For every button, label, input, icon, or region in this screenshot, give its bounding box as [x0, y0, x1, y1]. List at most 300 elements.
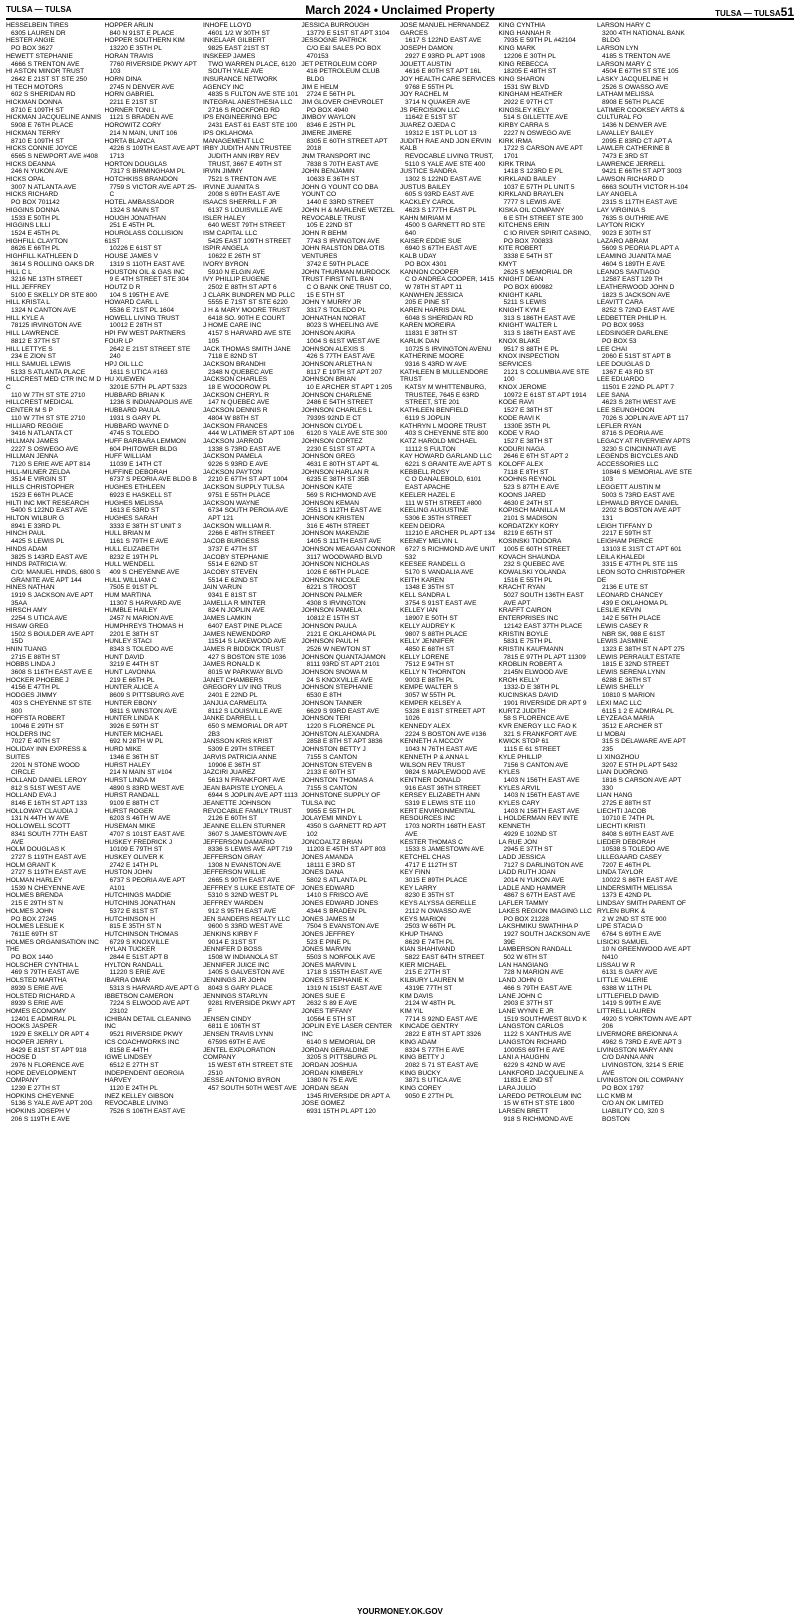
owner-name: HICKMAN DONNA	[6, 99, 63, 107]
owner-address: 8117 E 19TH ST APT 207	[306, 368, 383, 376]
listing-entry	[302, 946, 398, 961]
owner-name: HUNTER LINDA K	[104, 715, 160, 723]
owner-address: 6512 E 27TH ST	[109, 1061, 159, 1069]
owner-name: JACKSON DENNIS R	[203, 407, 268, 415]
owner-address: 5400 S 122ND EAST AVE	[11, 507, 88, 515]
owner-address: 7504 S EVANSTON AVE	[306, 923, 380, 931]
listing-entry	[400, 269, 496, 292]
listing-entry	[597, 438, 693, 453]
owner-address: 215 E 29TH ST N	[11, 900, 63, 908]
owner-name: HOLMES JOHN	[6, 907, 54, 915]
listing-entry	[302, 330, 398, 345]
owner-name: JOHNSON STEPHANIE	[301, 684, 373, 692]
owner-name: HOLDERS INC	[6, 730, 52, 738]
owner-name: HULL ELIZABETH	[104, 545, 159, 553]
owner-address: 1533 S JAMESTOWN AVE	[405, 846, 484, 854]
owner-name: LARA JULIO	[498, 1085, 536, 1093]
listing-entry	[203, 569, 299, 584]
owner-address: 3714 N QUAKER AVE	[405, 99, 471, 107]
owner-name: KELLEY IAN	[400, 607, 438, 615]
owner-address: 1236 S INDIANAPOLIS AVE	[109, 399, 193, 407]
listing-entry	[499, 569, 595, 584]
owner-address: 1815 E 32ND STREET	[602, 661, 670, 669]
owner-address: 2646 E 6TH ST APT 2	[503, 453, 569, 461]
owner-name: KODE RAVI	[498, 399, 534, 407]
listing-entry	[203, 168, 299, 183]
owner-address: 10005S 69TH E AVE	[503, 1046, 565, 1054]
owner-name: JOHNSON TANNER	[301, 699, 363, 707]
listing-entry	[6, 939, 102, 962]
owner-address: 605 S 93RD EAST AVE	[405, 191, 475, 199]
listing-entry	[499, 977, 595, 992]
listing-entry	[105, 76, 201, 91]
owner-address: 1418 S 123RD E PL	[503, 168, 563, 176]
owner-name: LEAVITT CARA	[597, 299, 644, 307]
listing-entry	[6, 1054, 102, 1069]
owner-address: 916 EAST 36TH STREET	[405, 784, 481, 792]
owner-name: JNM TRANSPORT INC	[301, 152, 371, 160]
owner-address: 7118 E 82ND ST	[208, 353, 258, 361]
listing-entry	[302, 299, 398, 314]
listing-entry	[400, 916, 496, 931]
owner-name: LEWIS JASMINE	[597, 638, 648, 646]
listing-entry	[203, 677, 299, 685]
owner-name: HILLCREST MEDICAL CENTER M S P	[6, 399, 74, 415]
owner-name: LEWIS PERRAULT ESTATE	[597, 653, 681, 661]
owner-address: 3200 4TH NATIONAL BANK BLDG	[602, 29, 685, 45]
owner-address: 5328 E 81ST STREET APT 1026	[405, 707, 486, 723]
listing-entry	[6, 977, 102, 992]
owner-name: JACKSON WILLIAM R.	[203, 522, 272, 530]
owner-name: HUNT DAVID	[104, 653, 145, 661]
owner-address: 234 E ZION ST	[11, 353, 57, 361]
listing-entry	[302, 37, 398, 60]
owner-name: JOHNATHAN NORAT	[301, 314, 366, 322]
listing-entry	[302, 153, 398, 168]
owner-name: LEGENDS BICYCLES AND ACCESSORIES LLC	[597, 453, 679, 469]
listing-entry	[6, 161, 102, 176]
owner-address: 11514 S LAKEWOOD AVE	[208, 638, 287, 646]
owner-name: HUBBARD PAULA	[104, 407, 160, 415]
listing-entry	[499, 122, 595, 137]
owner-address: 1523 E 66TH PLACE	[11, 491, 74, 499]
owner-address: 1121 S BRADEN AVE	[109, 114, 174, 122]
owner-address: 11203 E 45TH ST APT 803	[306, 846, 386, 854]
owner-name: ISAACS SHERRILL F JR	[203, 199, 277, 207]
listing-entry	[400, 107, 496, 122]
owner-address: 2642 E 21ST STREET STE 240	[109, 345, 191, 361]
owner-name: LAY ANGELA	[597, 191, 638, 199]
owner-address: 6235 E 38TH ST 35B	[306, 476, 370, 484]
listing-entry	[105, 453, 201, 468]
listing-entry	[105, 993, 201, 1016]
owner-address: 105 E 22ND ST	[306, 222, 353, 230]
owner-name: KOPISCH MANILLA M	[498, 507, 566, 515]
listing-entry	[597, 253, 693, 268]
owner-address: 4185 S TRENTON AVE	[602, 52, 671, 60]
owner-name: HOLMES BRENDA	[6, 892, 64, 900]
owner-name: HOUGH JONATHAN	[104, 214, 166, 222]
owner-name: JOHNSON BRIAN	[301, 376, 356, 384]
listing-entry	[105, 931, 201, 946]
listing-entry	[302, 269, 398, 300]
owner-name: L HOLDERMAN REV INTE KENNETH	[498, 815, 579, 831]
owner-address: 7027 E 40TH ST	[11, 738, 61, 746]
owner-name: LIVERMORE BREIONNA A	[597, 1031, 678, 1039]
owner-address: 7760 RIVERSIDE PKWY APT 103	[109, 60, 197, 76]
owner-address: PO BOX 701142	[11, 199, 60, 207]
listing-entry	[400, 977, 496, 992]
owner-address: 9521 RIVERSIDE PKWY	[109, 1031, 183, 1039]
owner-name: HUSKEY FREDRICK J	[104, 838, 173, 846]
owner-address: 4804 W 88TH ST	[208, 414, 259, 422]
owner-address: PO BOX 21228	[503, 915, 549, 923]
owner-name: KERSEY ELIZABETH ANN	[400, 792, 480, 800]
owner-name: LINDA TAYLOR	[597, 869, 644, 877]
listing-entry	[597, 638, 693, 653]
owner-name: LEANOS SANTIAGO	[597, 268, 660, 276]
owner-address: 5372 E 81ST ST	[109, 907, 159, 915]
owner-address: 1419 S 99TH E AVE	[602, 1000, 662, 1008]
listing-entry	[400, 638, 496, 653]
owner-name: ICHIBAN DETAIL CLEANING INC	[104, 1015, 191, 1031]
owner-address: KATSY M WHITTENBURG, TRUSTEE, 7645 E 63RD STREET, STE 201	[405, 384, 487, 407]
owner-address: C O DANALEBOLD, 6101 EAST APACHE	[405, 476, 482, 492]
owner-name: JOHNSON KRISTEN	[301, 515, 365, 522]
listing-entry	[499, 353, 595, 384]
owner-name: LANGSTON RICHARD	[498, 1038, 567, 1046]
owner-name: JOHNSON ARLETHA N	[301, 360, 372, 368]
owner-address: 1403 N 156TH EAST AVE	[503, 807, 580, 815]
owner-address: 2502 E 88TH ST APT 6	[208, 283, 277, 291]
owner-name: LEE DOUGLAS D	[597, 360, 651, 368]
owner-address: 1367 E 43 RD ST	[602, 368, 654, 376]
owner-name: LEE EDUARDO	[597, 376, 645, 384]
owner-name: LATIMER COOKSEY ARTS & CULTURAL FO	[597, 106, 685, 122]
owner-name: INEZ KELLEY GIBSON REVOCABLE LIVING	[104, 1092, 174, 1108]
listing-entry	[302, 869, 398, 884]
owner-name: HORTON DOUGLAS	[104, 160, 167, 168]
listing-entry	[499, 1085, 595, 1093]
owner-name: LAKES REGION IMAGING LLC	[498, 907, 592, 915]
owner-address: 9226 S 93RD E AVE	[208, 461, 268, 469]
listing-entry	[597, 700, 693, 715]
owner-name: JOHN BENJAMIN	[301, 168, 355, 176]
listing-entry	[6, 22, 102, 37]
owner-name: JONES EDWARD JONES	[301, 900, 379, 908]
owner-address: 5555 E 71ST ST STE 6220	[208, 299, 288, 307]
owner-address: 1319 S 110TH EAST AVE	[109, 260, 185, 268]
owner-name: HUTCHINGS MADDIE	[104, 892, 172, 900]
owner-address: 1823 S JACKSON AVE	[602, 291, 671, 299]
owner-name: LAZARO ABRAM	[597, 237, 649, 245]
owner-name: LITTLE VALERIE	[597, 977, 648, 985]
listing-column	[6, 22, 105, 1602]
owner-address: 2526 S OWASSO AVE	[602, 83, 669, 91]
owner-address: 10725 S IRVINGTON AVENU	[405, 345, 492, 353]
listing-entry	[105, 839, 201, 854]
owner-address: 2457 N MARION AVE	[109, 615, 174, 623]
listing-entry	[597, 161, 693, 176]
listing-entry	[203, 823, 299, 838]
owner-address: 2227 S OSWEGO AVE	[11, 445, 79, 453]
listing-entry	[499, 261, 595, 276]
listing-entry	[6, 808, 102, 823]
listing-entry	[499, 176, 595, 191]
owner-name: KING CYNTHIA	[498, 22, 546, 29]
owner-address: 4890 S 83RD WEST AVE	[109, 784, 185, 792]
owner-address: 110 W 7TH ST STE 2710	[11, 414, 86, 422]
owner-address: 3219 E 44TH ST	[109, 661, 159, 669]
listing-entry	[499, 338, 595, 353]
owner-address: 1405 S 111TH EAST AVE	[306, 538, 382, 546]
owner-name: KEBBELL ROSY	[400, 468, 450, 476]
owner-name: JONES SUE E	[301, 992, 346, 1000]
listing-entry	[6, 438, 102, 453]
owner-address: 5133 S ATLANTA PLACE	[11, 368, 86, 376]
listing-entry	[597, 854, 693, 869]
owner-name: HI ASTON MINOR TRUST	[6, 68, 85, 76]
owner-name: HISAW GREG	[6, 622, 49, 630]
listing-entry	[6, 1008, 102, 1023]
owner-address: 1611 S UTICA #163	[109, 368, 168, 376]
owner-name: J CLARK BUNDREN MD PLLC	[203, 291, 295, 299]
listing-entry	[400, 22, 496, 45]
listing-entry	[597, 500, 693, 523]
owner-name: KATHLEEN B MULLENDORE TRUST	[400, 368, 489, 384]
listing-entry	[302, 715, 398, 730]
owner-name: KRACHT RYAN	[498, 584, 546, 592]
owner-name: KELL SANDRA L	[400, 592, 451, 600]
listing-entry	[302, 114, 398, 129]
listing-entry	[105, 700, 201, 715]
owner-address: 409 S CHEYENNE AVE	[109, 568, 180, 576]
owner-address: 2121 S COLUMBIA AVE STE 100	[503, 368, 590, 384]
owner-address: 2716 S ROCKFORD RD	[208, 106, 280, 114]
owner-name: INTEGRAL ANESTHESIA LLC	[203, 99, 293, 107]
owner-name: KETCHEL CHAS	[400, 853, 451, 861]
listing-entry	[302, 99, 398, 114]
owner-address: 2348 N QUEBEC AVE	[208, 368, 274, 376]
listing-entry	[400, 777, 496, 792]
owner-name: LATHAM MELISSA	[597, 91, 654, 99]
listing-entry	[499, 399, 595, 414]
owner-address: 4504 E 67TH ST STE 105	[602, 68, 679, 76]
owner-name: KITCHENS ERIN	[498, 222, 550, 230]
listing-entry	[203, 600, 299, 615]
listing-entry	[302, 885, 398, 900]
owner-address: 8015 W PARKWAY BLVD	[208, 669, 283, 677]
owner-name: JENNINGS JR JOHN	[203, 977, 267, 985]
listing-entry	[203, 307, 299, 322]
listing-entry	[499, 908, 595, 923]
listing-entry	[105, 299, 201, 314]
owner-name: LIAN DUORONG	[597, 769, 648, 777]
owner-address: 2210 E 67TH ST APT 1004	[208, 476, 288, 484]
owner-name: HU XUEWEN	[104, 376, 145, 384]
owner-address: 918 S RICHMOND AVE	[503, 1115, 573, 1123]
owner-address: 10812 E 15TH ST	[306, 615, 360, 623]
owner-address: 1338 S 73RD EAST AVE	[208, 445, 281, 453]
listing-entry	[6, 423, 102, 438]
owner-address: 8252 S 72ND EAST AVE	[602, 307, 675, 315]
owner-name: KIAN SHAHIVAND	[400, 946, 456, 954]
listing-entry	[499, 738, 595, 753]
owner-name: KEMPE WALTER S	[400, 684, 458, 692]
owner-name: KIRKLAND BRAYLEN	[498, 191, 564, 199]
listing-entry	[203, 1031, 299, 1046]
owner-address: 9316 S 43RD W AVE	[405, 360, 467, 368]
owner-address: 5514 E 62ND ST	[208, 561, 258, 569]
listing-entry	[6, 484, 102, 499]
listing-entry	[400, 76, 496, 91]
owner-address: 8112 S LOUISVILLE AVE	[208, 707, 283, 715]
listing-entry	[6, 746, 102, 777]
owner-address: 2121 E OKLAHOMA PL	[306, 630, 377, 638]
owner-name: HILL LAWRENCE	[6, 330, 59, 338]
listing-entry	[105, 438, 201, 453]
owner-name: HILLMAN JENNA	[6, 453, 59, 461]
owner-address: 6140 S MEMORIAL DR	[306, 1038, 376, 1046]
owner-name: JONCOALTZ BRIAN	[301, 838, 363, 846]
owner-name: JACOB BURGESS	[203, 538, 260, 546]
owner-name: JEN SANDERS REALTY LLC	[203, 915, 290, 923]
listing-entry	[6, 530, 102, 545]
listing-entry	[105, 869, 201, 892]
listing-entry	[499, 839, 595, 854]
owner-name: JOHNSTON BETTY J	[301, 746, 366, 754]
listing-entry	[499, 191, 595, 206]
owner-address: 8343 S TOLEDO AVE	[109, 645, 174, 653]
listing-entry	[302, 315, 398, 330]
owner-address: 2254 S UTICA AVE	[11, 615, 68, 623]
owner-name: KHUP THANG	[400, 930, 443, 938]
owner-address: 9517 S 88TH E PL	[503, 345, 559, 353]
owner-address: 2266 E 48TH STREET	[208, 530, 275, 538]
owner-address: 142 E 56TH PLACE	[602, 615, 661, 623]
owner-name: LISSAU W R	[597, 961, 636, 969]
listing-entry	[499, 430, 595, 445]
listing-entry	[6, 99, 102, 114]
owner-name: HUBBARD BRIAN K	[104, 391, 165, 399]
listing-entry	[105, 230, 201, 253]
owner-name: KIER MICHAEL	[400, 961, 447, 969]
owner-name: JEFFREY S LUKE ESTATE OF	[203, 884, 295, 892]
listing-entry	[400, 623, 496, 638]
listing-entry	[6, 1093, 102, 1108]
listing-entry	[105, 1039, 201, 1054]
owner-name: HIGHFILL KATHLEEN D	[6, 253, 79, 261]
listing-entry	[499, 708, 595, 723]
listing-entry	[499, 76, 595, 91]
owner-name: JORDAN JOSHUA	[301, 1061, 358, 1069]
owner-address: 7526 S 106TH EAST AVE	[109, 1108, 186, 1116]
listing-entry	[499, 22, 595, 30]
listing-entry	[105, 484, 201, 499]
listing-entry	[6, 1023, 102, 1038]
owner-name: IPS ENGINEERING EPC	[203, 114, 278, 122]
owner-name: LEWIS SHELLY	[597, 684, 645, 692]
owner-name: JOUETT AUSTIN	[400, 60, 452, 68]
listing-entry	[302, 130, 398, 153]
owner-name: KROBLIN ROBERT A	[498, 661, 563, 669]
owner-name: KIRK TRINA	[498, 160, 536, 168]
owner-address: 3007 N ATLANTA AVE	[11, 183, 77, 191]
owner-name: JACOBY STEPHANIE	[203, 553, 269, 561]
owner-name: INSKEEP JAMES	[203, 52, 256, 60]
listing-entry	[597, 423, 693, 438]
listing-entry	[400, 322, 496, 337]
owner-name: HOLLAND DANIEL LEROY	[6, 776, 87, 784]
owner-name: JAZCIRI JUAREZ	[203, 769, 256, 777]
owner-address: 10538 S TOLEDO AVE	[602, 846, 670, 854]
owner-address: 4616 E 80TH ST APT 16L	[405, 68, 481, 76]
owner-address: 8716 S PEORIA AVE	[602, 430, 664, 438]
owner-name: HOLLOWAY CLAUDIA J	[6, 807, 78, 815]
listing-entry	[6, 315, 102, 330]
owner-name: HORAN TRAVIS	[104, 52, 154, 60]
listing-entry	[105, 715, 201, 730]
owner-name: LAN HANGIANG	[498, 961, 549, 969]
listing-entry	[400, 438, 496, 453]
owner-address: 8305 E 60TH STREET APT 2018	[306, 137, 388, 153]
listing-entry	[400, 492, 496, 507]
owner-name: LEYZEAGA MARIA	[597, 715, 655, 723]
owner-address: 523 S 87TH E AVE	[503, 484, 560, 492]
listing-entry	[400, 199, 496, 214]
owner-name: HOOSE D	[6, 1054, 37, 1062]
owner-name: HURST RANDALL	[104, 792, 160, 800]
listing-entry	[499, 607, 595, 630]
listing-entry	[203, 99, 299, 114]
listing-entry	[499, 538, 595, 553]
owner-name: KIM YIL	[400, 1008, 424, 1015]
owner-name: JOHNSON CHARLES L	[301, 407, 373, 415]
owner-address: 8908 E 56TH PLACE	[602, 99, 665, 107]
listing-entry	[499, 292, 595, 307]
owner-address: 4500 S GARNETT RD STE 640	[405, 222, 486, 237]
listing-entry	[105, 977, 201, 992]
owner-address: 18111 E 3RD ST	[306, 861, 356, 869]
owner-address: 2976 N FLORENCE AVE	[11, 1061, 85, 1069]
listing-entry	[400, 931, 496, 946]
owner-name: HOWARD CARL L	[104, 299, 159, 307]
owner-name: KEESEE RANDELL G	[400, 561, 466, 569]
owner-address: 3754 S 91ST EAST AVE	[405, 599, 477, 607]
owner-address: 1617 S 122ND EAST AVE	[405, 37, 482, 45]
owner-address: 3926 E 59TH ST	[109, 722, 159, 730]
owner-address: 502 W 6TH ST	[503, 954, 548, 962]
listing-entry	[302, 900, 398, 915]
owner-address: 2014 N YUKON AVE	[503, 877, 565, 885]
owner-name: INDEPENDENT GEORGIA HARVEY	[104, 1069, 184, 1085]
owner-address: 2927 E 93RD PL APT 1908	[405, 52, 485, 60]
listing-entry	[105, 607, 201, 622]
owner-name: KATHRYN L MOORE TRUST	[400, 422, 487, 430]
owner-address: 439 E OKLAHOMA PL	[602, 599, 668, 607]
owner-address: 6418 SO. 90TH E COURT	[208, 314, 286, 322]
owner-name: LAREDO PETROLEUM INC	[498, 1092, 582, 1100]
owner-address: 10109 E 79TH ST	[109, 846, 163, 854]
owner-address: 9341 E 81ST ST	[208, 592, 257, 600]
listing-entry	[105, 561, 201, 576]
listing-entry	[400, 869, 496, 884]
owner-address: 2665 S 90TH EAST AVE	[208, 877, 280, 885]
listing-entry	[105, 900, 201, 915]
owner-name: LEE CHAI	[597, 345, 628, 353]
owner-address: 6811 E 106TH ST	[208, 1023, 261, 1031]
owner-name: JACKSON SUPPLY TULSA	[203, 484, 285, 492]
